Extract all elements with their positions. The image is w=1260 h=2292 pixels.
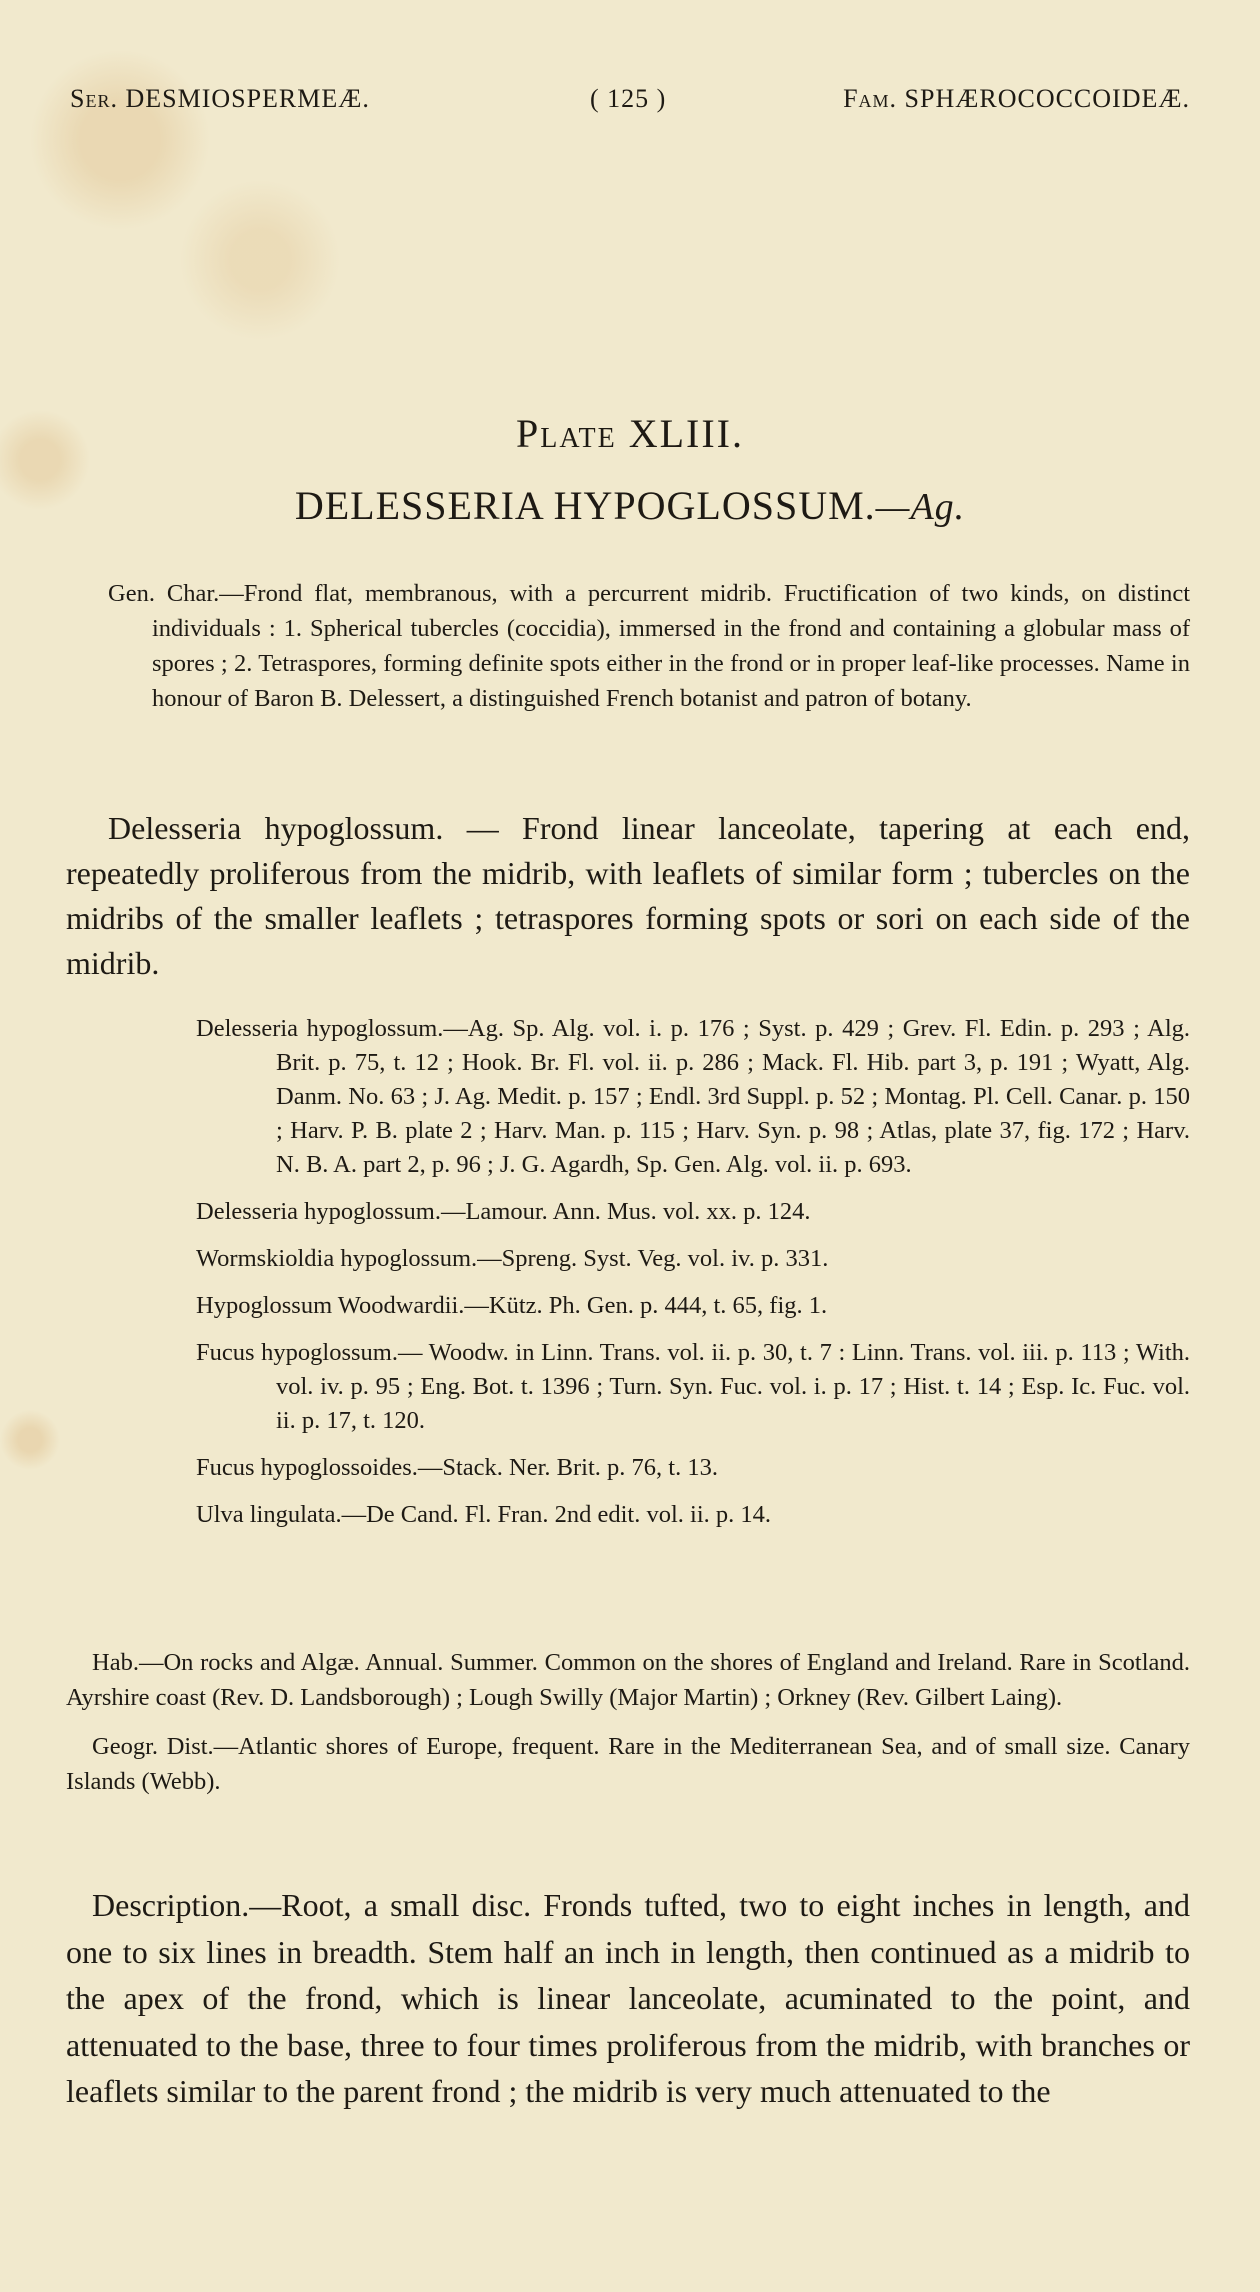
geographic-distribution-text: Geogr. Dist.—Atlantic shores of Europe, frequent. Rare in the Mediterranean Sea, and of small size. Canary Islands (Webb). — [66, 1733, 1190, 1795]
synonym-entry: Fucus hypoglossoides.—Stack. Ner. Brit. p. 76, t. 13. — [196, 1454, 718, 1481]
synonym-entry: Wormskioldia hypoglossum.—Spreng. Syst. Veg. vol. iv. p. 331. — [196, 1245, 829, 1272]
habitat-section — [66, 1645, 1190, 1813]
species-author: —Ag. — [875, 486, 966, 528]
synonym-entry: Hypoglossum Woodwardii.—Kütz. Ph. Gen. p. 444, t. 65, fig. 1. — [196, 1292, 828, 1319]
synonym-entry: Ulva lingulata.—De Cand. Fl. Fran. 2nd edit. vol. ii. p. 14. — [196, 1501, 772, 1528]
description-section — [66, 1882, 1190, 2115]
species-title — [0, 482, 1260, 529]
species-diagnosis — [66, 806, 1190, 986]
species-name: DELESSERIA HYPOGLOSSUM. — [294, 483, 876, 528]
running-head-family: Fam. SPHÆROCOCCOIDEÆ. — [843, 84, 1190, 113]
genus-character-text: Gen. Char.—Frond flat, membranous, with a percurrent midrib. Fructification of two kinds, on distinct individuals : 1. Spherical tubercles (coccidia), immersed in the frond and containing a globular mass of spores ; 2. Tetraspores, forming definite spots either in the frond or in proper leaf-like processes. Name in honour of Baron B. Delessert, a distinguished French botanist and patron of botany. — [108, 580, 1190, 712]
plate-title: Plate XLIII. — [516, 411, 744, 456]
synonym-entry: Delesseria hypoglossum.—Lamour. Ann. Mus. vol. xx. p. 124. — [196, 1198, 811, 1225]
running-head — [70, 84, 1190, 124]
description-text: Description.—Root, a small disc. Fronds tufted, two to eight inches in length, and one to six lines in breadth. Stem half an inch in length, then continued as a midrib to the apex of the frond, which is linear lanceolate, acuminated to the point, and attenuated to the base, three to four times proliferous from the midrib, with branches or leaflets similar to the parent frond ; the midrib is very much attenuated to the — [66, 1887, 1190, 2109]
running-head-series: Ser. DESMIOSPERMEÆ. — [70, 84, 370, 113]
synonym-entry: Delesseria hypoglossum.—Ag. Sp. Alg. vol. i. p. 176 ; Syst. p. 429 ; Grev. Fl. Edin. p. 293 ; Alg. Brit. p. 75, t. 12 ; Hook. Br. Fl. vol. ii. p. 286 ; Mack. Fl. Hib. part 3, p. 191 ; Wyatt, Alg. Danm. No. 63 ; J. Ag. Medit. p. 157 ; Endl. 3rd Suppl. p. 52 ; Montag. Pl. Cell. Canar. p. 150 ; Harv. P. B. plate 2 ; Harv. Man. p. 115 ; Harv. Syn. p. 98 ; Atlas, plate 37, fig. 172 ; Harv. N. B. A. part 2, p. 96 ; J. G. Agardh, Sp. Gen. Alg. vol. ii. p. 693. — [196, 1015, 1190, 1178]
species-diagnosis-text: Delesseria hypoglossum. — Frond linear lanceolate, tapering at each end, repeatedly proliferous from the midrib, with leaflets of similar form ; tubercles on the midribs of the smaller leaflets ; tetraspores forming spots or sori on each side of the midrib. — [66, 810, 1190, 981]
synonym-entry: Fucus hypoglossum.— Woodw. in Linn. Trans. vol. ii. p. 30, t. 7 : Linn. Trans. vol. iii. p. 113 ; With. vol. iv. p. 95 ; Eng. Bot. t. 1396 ; Turn. Syn. Fuc. vol. i. p. 17 ; Hist. t. 14 ; Esp. Ic. Fuc. vol. ii. p. 17, t. 120. — [196, 1339, 1190, 1434]
habitat-text: Hab.—On rocks and Algæ. Annual. Summer. Common on the shores of England and Ireland. Rare in Scotland. Ayrshire coast (Rev. D. Landsborough) ; Lough Swilly (Major Martin) ; Orkney (Rev. Gilbert Laing). — [66, 1649, 1190, 1711]
page-number: ( 125 ) — [590, 84, 667, 113]
synonymy — [66, 1012, 1190, 1545]
genus-character — [66, 576, 1190, 716]
